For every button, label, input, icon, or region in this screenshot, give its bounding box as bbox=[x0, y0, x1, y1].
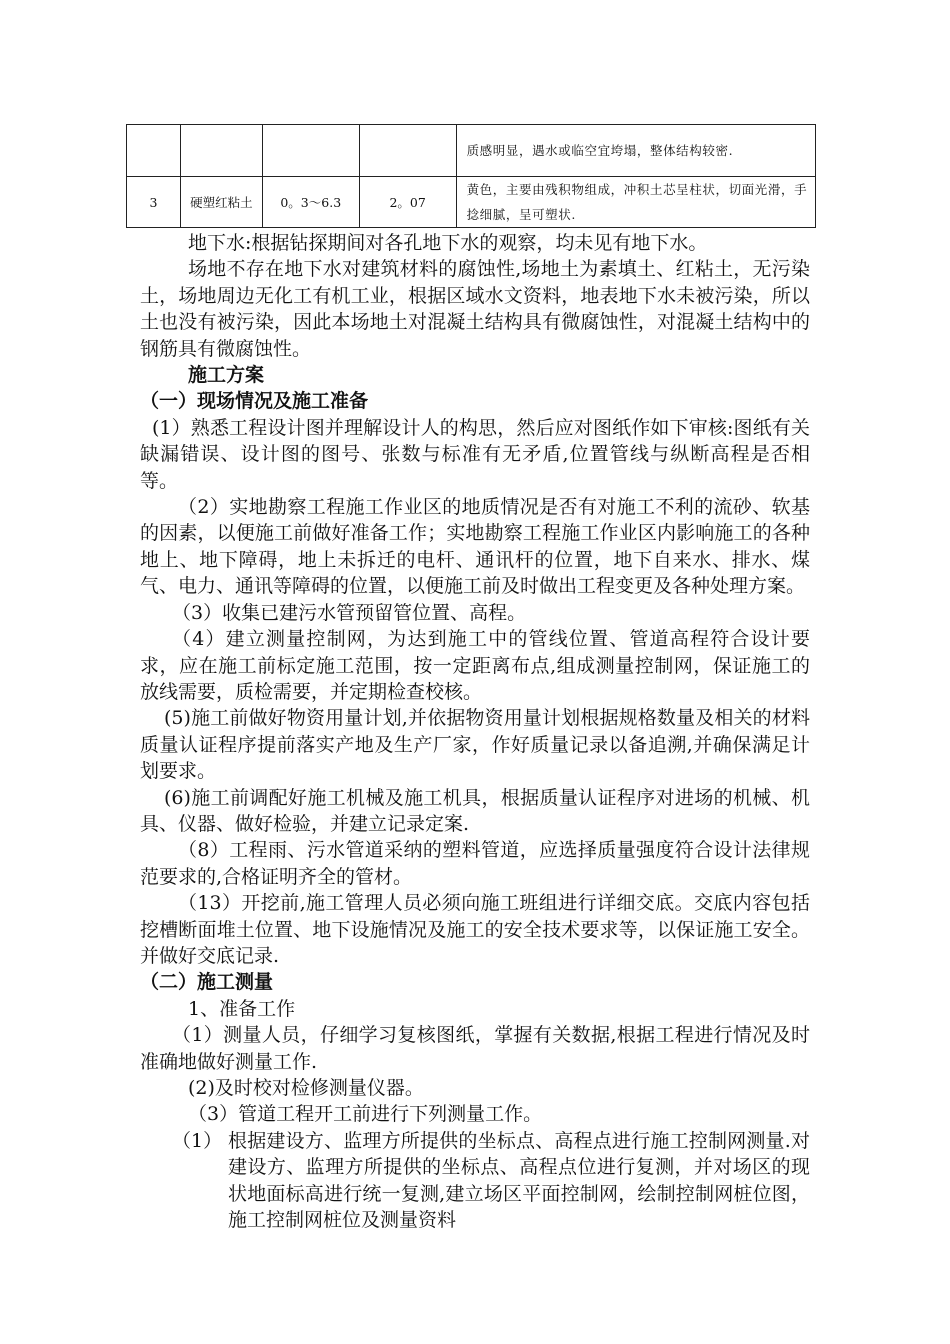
table-row bbox=[127, 125, 816, 177]
table-row bbox=[127, 177, 816, 228]
table-cell-name: 硬塑红粘土 bbox=[180, 177, 262, 228]
paragraph-item-6: (6)施工前调配好施工机械及施工机具，根据质量认证程序对进场的机械、机具、仪器、做好检验，并建立记录定案. bbox=[140, 786, 810, 835]
table-cell-description: 黄色，主要由残积物组成，冲积土芯呈柱状，切面光滑，手捻细腻，呈可塑状. bbox=[456, 177, 815, 228]
paragraph-item-5: (5)施工前做好物资用量计划,并依据物资用量计划根据规格数量及相关的材料质量认证程序提前落实产地及生产厂家，作好质量记录以备追溯,并确保满足计划要求。 bbox=[140, 707, 810, 783]
table-cell-density bbox=[359, 125, 456, 177]
paragraph-survey-1: （1）测量人员，仔细学习复核图纸，掌握有关数据,根据工程进行情况及时准确地做好测量工作. bbox=[140, 1024, 810, 1073]
table-cell-thickness bbox=[262, 125, 359, 177]
list-item-text: 根据建设方、监理方所提供的坐标点、高程点进行施工控制网测量.对建设方、监理方所提供的坐标点、高程点位进行复测，并对场区的现状地面标高进行统一复测,建立场区平面控制网，绘制控制网桩位图，施工控制网桩位及测量资料 bbox=[228, 1129, 810, 1232]
soil-table bbox=[126, 124, 816, 228]
section-heading-survey: （二）施工测量 bbox=[140, 971, 274, 994]
table-cell-thickness: 0。3～6.3 bbox=[262, 177, 359, 228]
table-cell-no bbox=[127, 125, 181, 177]
paragraph-item-1: (1）熟悉工程设计图并理解设计人的构思，然后应对图纸作如下审核:图纸有关缺漏错误、设计图的图号、张数与标准有无矛盾,位置管线与纵断高程是否相等。 bbox=[140, 416, 810, 492]
paragraph-item-2: （2）实地勘察工程施工作业区的地质情况是否有对施工不利的流砂、软基的因素，以便施工前做好准备工作；实地勘察工程施工作业区内影响施工的各种地上、地下障碍，地上未拆迁的电杆、通讯杆的位置，地下自来水、排水、煤气、电力、通讯等障碍的位置，以便施工前及时做出工程变更及各种处理方案。 bbox=[140, 496, 810, 598]
paragraph-item-8: （8）工程雨、污水管道采纳的塑料管道，应选择质量强度符合设计法律规范要求的,合格证明齐全的管材。 bbox=[140, 839, 810, 888]
list-item-number: （1） bbox=[172, 1129, 223, 1152]
table-cell-density: 2。07 bbox=[359, 177, 456, 228]
table-cell-description: 质感明显，遇水或临空宜垮塌，整体结构较密. bbox=[456, 125, 815, 177]
table-cell-no: 3 bbox=[127, 177, 181, 228]
paragraph-item-13: （13）开挖前,施工管理人员必须向施工班组进行详细交底。交底内容包括挖槽断面堆土位置、地下设施情况及施工的安全技术要求等，以保证施工安全。并做好交底记录. bbox=[140, 892, 810, 967]
heading-construction-plan: 施工方案 bbox=[188, 364, 265, 387]
paragraph-survey-2: (2)及时校对检修测量仪器。 bbox=[188, 1077, 424, 1099]
document-body bbox=[140, 230, 810, 1233]
paragraph-groundwater: 地下水:根据钻探期间对各孔地下水的观察，均未见有地下水。 bbox=[188, 232, 708, 254]
paragraph-item-4: （4）建立测量控制网，为达到施工中的管线位置、管道高程符合设计要求，应在施工前标定施工范围，按一定距离布点,组成测量控制网，保证施工的放线需要，质检需要，并定期检查校核。 bbox=[140, 628, 810, 703]
paragraph-survey-3: （3）管道工程开工前进行下列测量工作。 bbox=[188, 1103, 543, 1126]
table-cell-name bbox=[180, 125, 262, 177]
list-item-control-network bbox=[172, 1128, 810, 1234]
subheading-preparation: 1、准备工作 bbox=[188, 997, 296, 1020]
paragraph-corrosion: 场地不存在地下水对建筑材料的腐蚀性,场地土为素填土、红粘土，无污染土，场地周边无化工有机工业，根据区域水文资料，地表地下水未被污染，所以土也没有被污染，因此本场地土对混凝土结构具有微腐蚀性，对混凝土结构中的钢筋具有微腐蚀性。 bbox=[140, 258, 810, 360]
paragraph-item-3: （3）收集已建污水管预留管位置、高程。 bbox=[172, 601, 527, 624]
section-heading-site-preparation: （一）现场情况及施工准备 bbox=[140, 390, 369, 413]
